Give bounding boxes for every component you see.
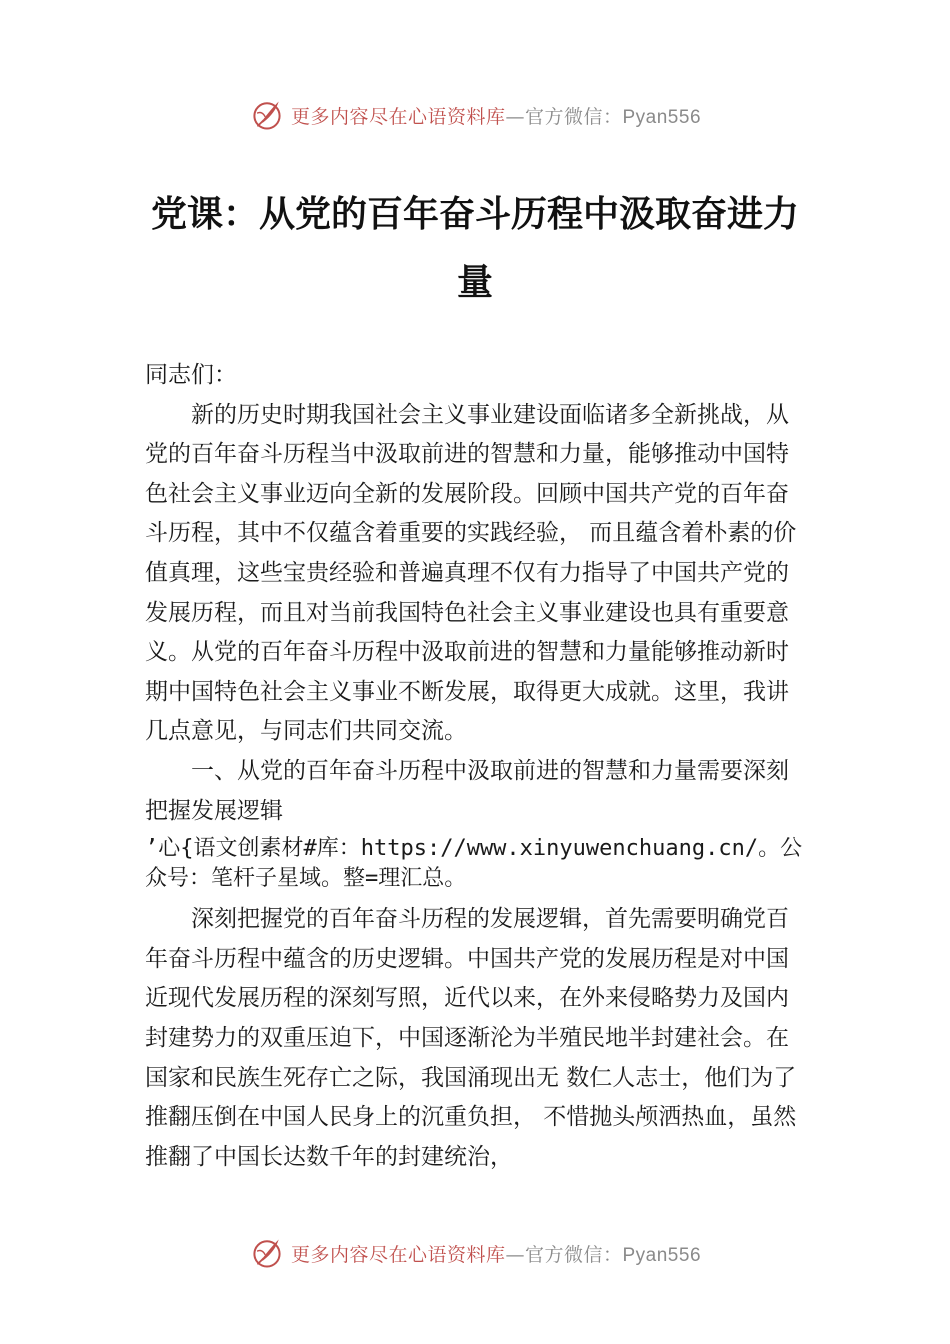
document-title: 党课：从党的百年奋斗历程中汲取奋进力量	[150, 193, 799, 303]
inline-source-note: ’心{语文创素材#库：https://www.xinyuwenchuang.cn/。公众号：笔杆子星域。整=理汇总。	[145, 836, 803, 892]
document-body	[145, 356, 810, 1177]
watermark-banner-top	[0, 95, 950, 135]
paragraph-logic: 深刻把握党的百年奋斗历程的发展逻辑，首先需要明确党百年奋斗历程中蕴含的历史逻辑。中国共产党的发展历程是对中国近现代发展历程的深刻写照，近代以来，在外来侵略势力及国内封建势力的双重压迫下，中国逐渐沦为半殖民地半封建社会。在国家和民族生死存亡之际，我国涌现出无 数仁人志士，他们为了推翻压倒在中国人民身上的沉重负担， 不惜抛头颅洒热血，虽然推翻了中国长达数千年的封建统治，	[145, 906, 797, 1170]
wechat-id: Pyan556	[622, 106, 702, 128]
wechat-id: Pyan556	[622, 1244, 702, 1266]
brand-text: 更多内容尽在心语资料库	[290, 105, 506, 128]
official-wechat-label: —官方微信：	[505, 1243, 623, 1266]
official-wechat-label: —官方微信：	[505, 105, 623, 128]
brand-text: 更多内容尽在心语资料库	[290, 1243, 506, 1266]
watermark-banner-bottom	[0, 1233, 950, 1273]
salutation: 同志们：	[145, 362, 237, 388]
paragraph-intro: 新的历史时期我国社会主义事业建设面临诸多全新挑战，从党的百年奋斗历程当中汲取前进的智慧和力量，能够推动中国特色社会主义事业迈向全新的发展阶段。回顾中国共产党的百年奋斗历程，其中不仅蕴含着重要的实践经验， 而且蕴含着朴素的价值真理，这些宝贵经验和普遍真理不仅有力指导了中国共产党的发展历程，而且对当前我国特色社会主义事业建设也具有重要意义。从党的百年奋斗历程中汲取前进的智慧和力量能够推动新时期中国特色社会主义事业不断发展，取得更大成就。这里，我讲几点意见，与同志们共同交流。	[145, 401, 797, 745]
section-heading-1: 一、从党的百年奋斗历程中汲取前进的智慧和力量需要深刻把握发展逻辑	[145, 757, 789, 824]
watermark-text	[291, 102, 701, 129]
watermark-text	[291, 1240, 701, 1267]
quill-pen-logo-icon	[249, 1235, 285, 1271]
quill-pen-logo-icon	[249, 97, 285, 133]
